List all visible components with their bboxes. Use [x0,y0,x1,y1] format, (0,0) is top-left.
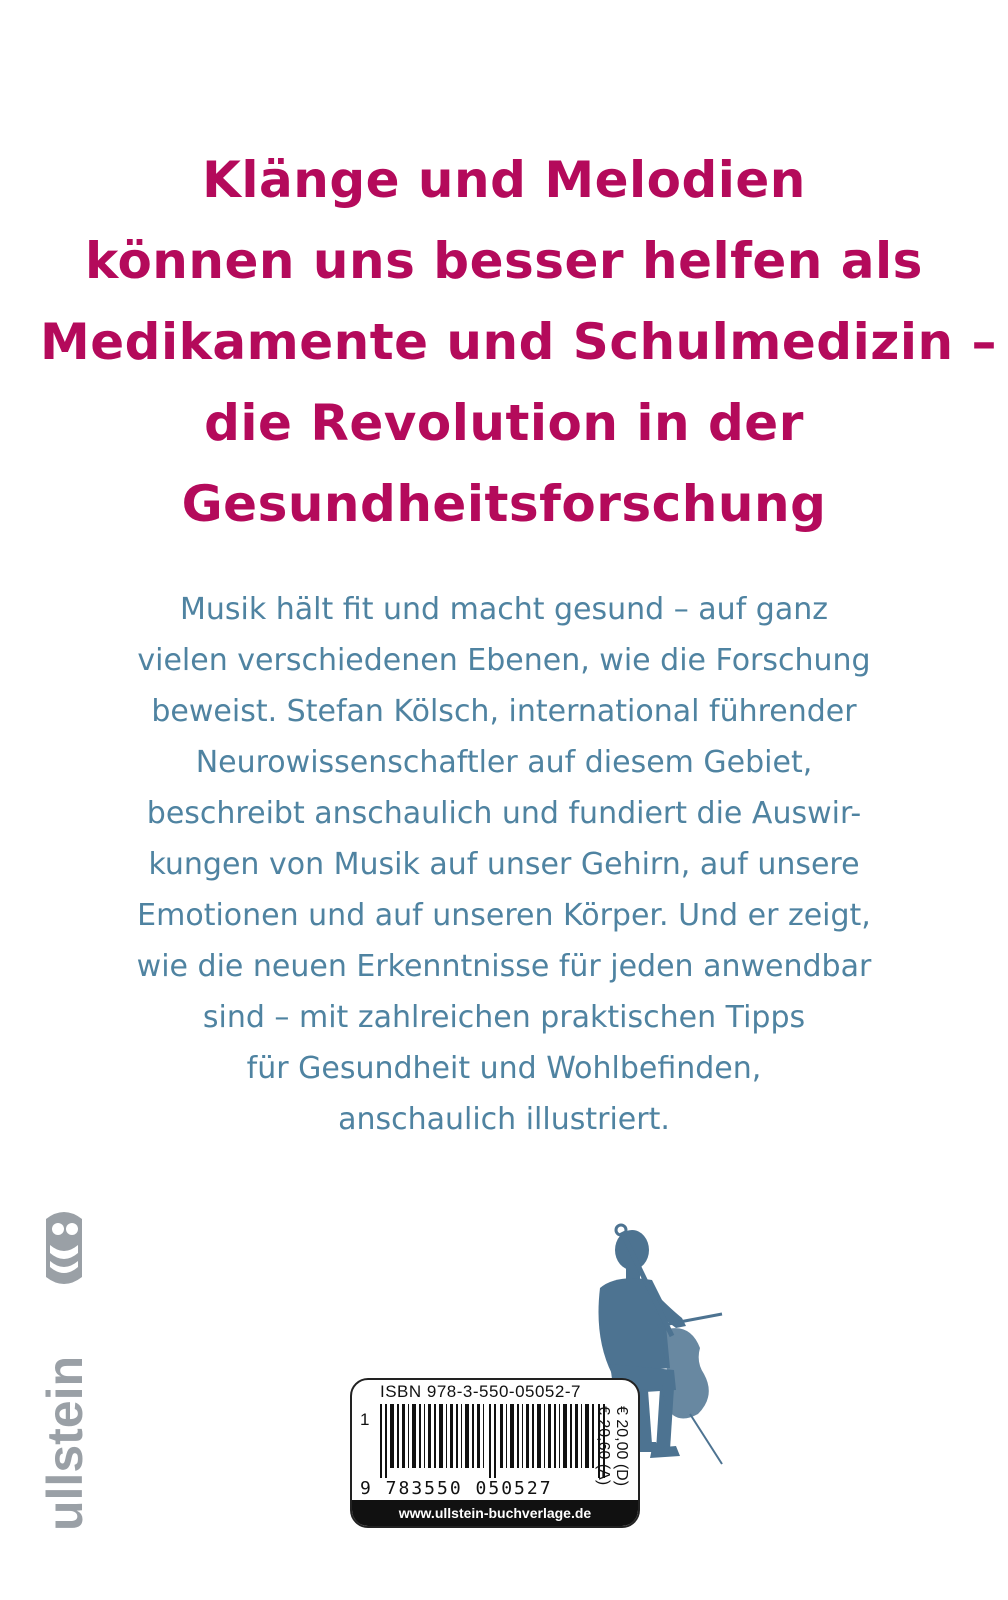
barcode-bars [380,1404,606,1478]
blurb-line: beweist. Stefan Kölsch, international führender [151,694,857,729]
price-de: € 20,00 (D) [613,1406,630,1487]
blurb-line: für Gesundheit und Wohlbefinden, [246,1051,762,1086]
blurb-line: sind – mit zahlreichen praktischen Tipps [202,1000,806,1035]
blurb-line: Emotionen und auf unseren Körper. Und er zeigt, [137,898,871,933]
blurb-line: vielen verschiedenen Ebenen, wie die Forschung [137,643,871,678]
owl-icon [46,1212,82,1284]
headline [40,140,997,545]
blurb-line: anschaulich illustriert. [338,1102,670,1137]
blurb-text [90,584,918,1145]
blurb-line: beschreibt anschaulich und fundiert die Auswir- [146,796,862,831]
publisher-logo [36,1205,92,1535]
blurb-line: Musik hält fit und macht gesund – auf ganz [180,592,828,627]
blurb-line: Neurowissenschaftler auf diesem Gebiet, [195,745,813,780]
price-block [595,1406,636,1496]
barcode-box [350,1378,640,1528]
headline-line: Klänge und Melodien [202,151,806,209]
barcode-lead-digit: 1 [360,1410,370,1429]
publisher-url: www.ullstein-buchverlage.de [352,1500,638,1526]
isbn-label: ISBN 978-3-550-05052-7 [380,1382,581,1401]
headline-line: die Revolution in der [204,394,804,452]
price-at: € 20,60 (A) [595,1406,612,1486]
headline-line: Medikamente und Schulmedizin – [40,313,997,371]
headline-line: Gesundheitsforschung [181,475,827,533]
headline-line: können uns besser helfen als [85,232,923,290]
barcode-digits: 9 783550 050527 [360,1478,553,1499]
logo-wordmark: ullstein [37,1355,92,1531]
blurb-line: wie die neuen Erkenntnisse für jeden anwendbar [136,949,872,984]
blurb-line: kungen von Musik auf unser Gehirn, auf unsere [148,847,860,882]
